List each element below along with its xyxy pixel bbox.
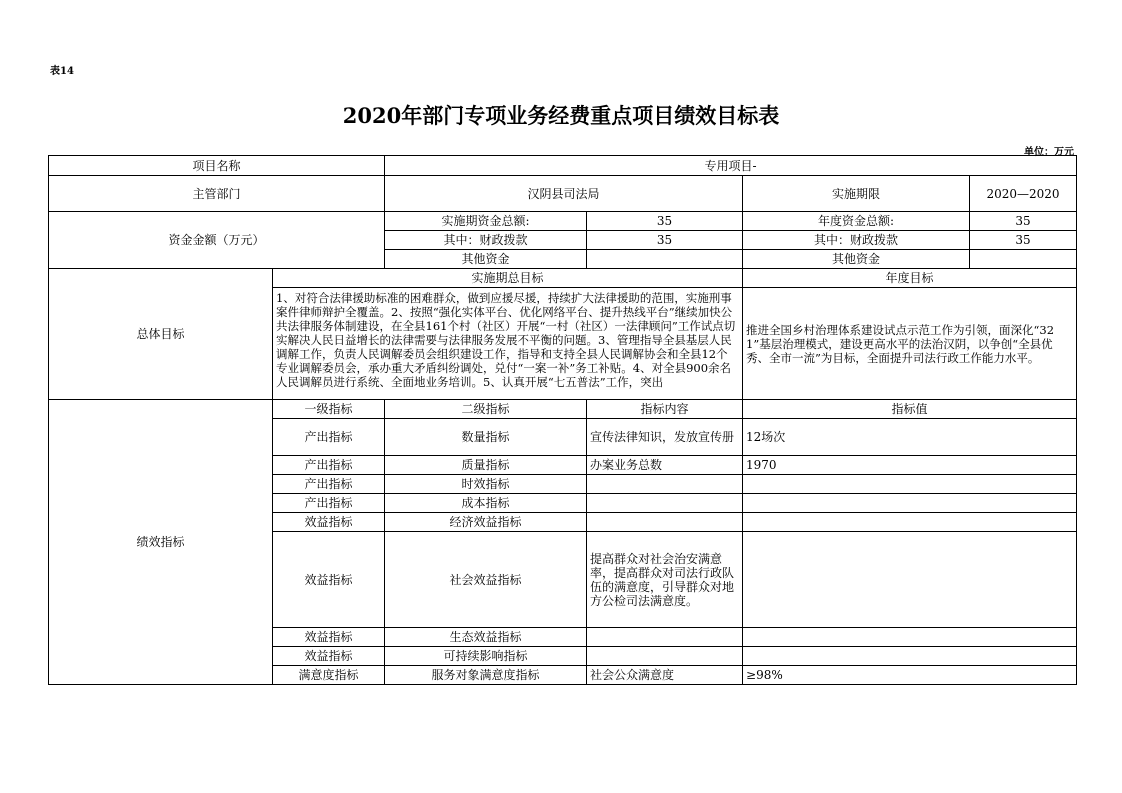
- funds-total-row: [49, 212, 1077, 231]
- indicator-level1: 效益指标: [273, 532, 385, 628]
- indicator-level2: 时效指标: [385, 475, 587, 494]
- indicator-value: [743, 475, 1077, 494]
- year-funds-other-value: [970, 250, 1077, 269]
- indicator-level1: 产出指标: [273, 456, 385, 475]
- indicator-content: [587, 513, 743, 532]
- indicator-value: [743, 513, 1077, 532]
- funds-label: 资金金额（万元）: [49, 212, 385, 269]
- indicator-level2: 可持续影响指标: [385, 647, 587, 666]
- indicator-level1: 产出指标: [273, 494, 385, 513]
- project-name-label: 项目名称: [49, 156, 385, 176]
- indicator-level1: 效益指标: [273, 647, 385, 666]
- indicator-value: [743, 647, 1077, 666]
- department-label: 主管部门: [49, 176, 385, 212]
- funds-total-value: 35: [587, 212, 743, 231]
- level1-header: 一级指标: [273, 400, 385, 419]
- project-name-row: [49, 156, 1077, 176]
- indicator-content: 社会公众满意度: [587, 666, 743, 685]
- indicator-level2: 生态效益指标: [385, 628, 587, 647]
- funds-fiscal-value: 35: [587, 231, 743, 250]
- indicator-content: 宣传法律知识，发放宣传册: [587, 419, 743, 456]
- indicator-content: [587, 628, 743, 647]
- performance-table: [48, 155, 1077, 685]
- year-funds-other-label: 其他资金: [743, 250, 970, 269]
- indicator-level1: 效益指标: [273, 628, 385, 647]
- goals-label: 总体目标: [49, 269, 273, 400]
- indicator-content: 办案业务总数: [587, 456, 743, 475]
- indicator-level1: 满意度指标: [273, 666, 385, 685]
- period-value: 2020—2020: [970, 176, 1077, 212]
- indicator-level1: 效益指标: [273, 513, 385, 532]
- table-number: 表14: [50, 66, 74, 77]
- level2-header: 二级指标: [385, 400, 587, 419]
- funds-fiscal-label: 其中：财政拨款: [385, 231, 587, 250]
- indicator-value: [743, 628, 1077, 647]
- year-funds-total-value: 35: [970, 212, 1077, 231]
- value-header: 指标值: [743, 400, 1077, 419]
- indicator-level2: 服务对象满意度指标: [385, 666, 587, 685]
- indicator-value: 1970: [743, 456, 1077, 475]
- indicator-level2: 成本指标: [385, 494, 587, 513]
- department-value: 汉阴县司法局: [385, 176, 743, 212]
- indicator-level2: 社会效益指标: [385, 532, 587, 628]
- project-name-value: 专用项目-: [385, 156, 1077, 176]
- indicator-value: 12场次: [743, 419, 1077, 456]
- indicators-header-row: [49, 400, 1077, 419]
- overall-goal-text: [273, 288, 743, 400]
- indicator-content: [587, 475, 743, 494]
- year-funds-fiscal-value: 35: [970, 231, 1077, 250]
- funds-other-value: [587, 250, 743, 269]
- indicator-content: [587, 494, 743, 513]
- department-row: [49, 176, 1077, 212]
- indicator-level2: 质量指标: [385, 456, 587, 475]
- indicator-value: ≥98%: [743, 666, 1077, 685]
- period-label: 实施期限: [743, 176, 970, 212]
- goals-header-row: [49, 269, 1077, 288]
- indicator-value: [743, 532, 1077, 628]
- indicator-content: [587, 647, 743, 666]
- indicator-level1: 产出指标: [273, 475, 385, 494]
- indicator-level2: 数量指标: [385, 419, 587, 456]
- year-funds-total-label: 年度资金总额:: [743, 212, 970, 231]
- indicator-level2: 经济效益指标: [385, 513, 587, 532]
- indicator-value: [743, 494, 1077, 513]
- year-funds-fiscal-label: 其中：财政拨款: [743, 231, 970, 250]
- annual-goal-header: 年度目标: [743, 269, 1077, 288]
- content-header: 指标内容: [587, 400, 743, 419]
- overall-goal-header: 实施期总目标: [273, 269, 743, 288]
- funds-total-label: 实施期资金总额:: [385, 212, 587, 231]
- indicators-label: 绩效指标: [49, 400, 273, 685]
- annual-goal-text: 推进全国乡村治理体系建设试点示范工作为引领，面深化“321”基层治理模式，建设更高水平的法治汉阴，以争创“全县优秀、全市一流”为目标，全面提升司法行政工作能力水平。: [743, 288, 1077, 400]
- unit-label: 单位：万元: [1024, 147, 1074, 158]
- funds-other-label: 其他资金: [385, 250, 587, 269]
- overall-goal-text-body: 1、对符合法律援助标准的困难群众，做到应援尽援，持续扩大法律援助的范围，实施刑事案件律师辩护全覆盖。2、按照“强化实体平台、优化网络平台、提升热线平台”继续加快公共法律服务体制建设，在全县161个村（社区）开展“一村（社区）一法律顾问”工作试点切实解决人民日益增长的法律需要与法律服务发展不平衡的问题。3、管理指导全县基层人民调解工作，负责人民调解委员会组织建设工作，指导和支持全县人民调解协会和全县12个专业调解委员会，承办重大矛盾纠纷调处，兑付“一案一补”务工补贴。4、对全县900余名人民调解员进行系统、全面地业务培训。5、认真开展“七五普法”工作，突出: [276, 291, 736, 389]
- indicator-content: 提高群众对社会治安满意率，提高群众对司法行政队伍的满意度，引导群众对地方公检司法满意度。: [587, 532, 743, 628]
- page-title: 2020年部门专项业务经费重点项目绩效目标表: [342, 103, 780, 128]
- indicator-level1: 产出指标: [273, 419, 385, 456]
